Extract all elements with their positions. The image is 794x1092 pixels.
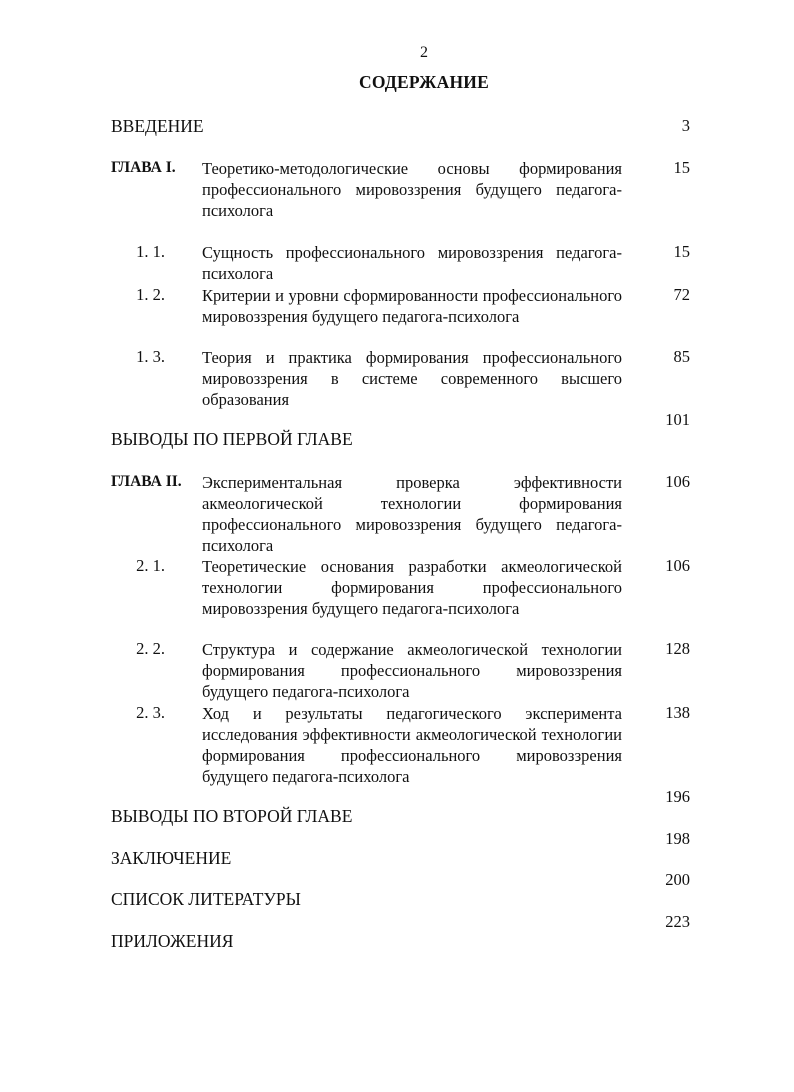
toc-chapter1-page: 15 [673,158,690,177]
toc-chapter2-title[interactable]: Экспериментальная проверка эффективности акмеологической технологии формирования профессионального мировоззрения будущего педагога-психолога [202,473,622,555]
toc-conclusions1-label[interactable]: ВЫВОДЫ ПО ПЕРВОЙ ГЛАВЕ [111,429,353,449]
toc-chapter2-page: 106 [665,472,690,491]
toc-references-label[interactable]: СПИСОК ЛИТЕРАТУРЫ [111,889,301,909]
toc-section-page: 138 [665,703,690,722]
toc-section-number: 2. 2. [136,639,165,658]
toc-section-title[interactable]: Теоретические основания разработки акмеологической технологии формирования профессионального мировоззрения будущего педагога-психолога [202,557,622,618]
toc-appendices-page: 223 [665,912,690,931]
toc-conclusions2-label[interactable]: ВЫВОДЫ ПО ВТОРОЙ ГЛАВЕ [111,806,353,826]
toc-chapter1-title[interactable]: Теоретико-методологические основы формирования профессионального мировоззрения будущего педагога-психолога [202,159,622,220]
toc-section-number: 2. 1. [136,556,165,575]
toc-section-page: 72 [673,285,690,304]
toc-chapter1-label: ГЛАВА I. [111,159,176,176]
toc-conclusions1-page: 101 [665,410,690,429]
toc-section-page: 85 [673,347,690,366]
toc-section-page: 106 [665,556,690,575]
toc-conclusion-label[interactable]: ЗАКЛЮЧЕНИЕ [111,848,232,868]
toc-section-page: 128 [665,639,690,658]
toc-appendices-label[interactable]: ПРИЛОЖЕНИЯ [111,931,234,951]
page-number: 2 [420,44,428,61]
toc-section-title[interactable]: Теория и практика формирования профессионального мировоззрения в системе современного высшего образования [202,348,622,409]
toc-section-number: 1. 2. [136,285,165,304]
toc-section-number: 2. 3. [136,703,165,722]
toc-section-number: 1. 3. [136,347,165,366]
toc-conclusions2-page: 196 [665,787,690,806]
toc-references-page: 200 [665,870,690,889]
toc-section-title[interactable]: Критерии и уровни сформированности профессионального мировоззрения будущего педагога-психолога [202,286,622,326]
toc-intro-page: 3 [681,116,690,135]
toc-section-title[interactable]: Структура и содержание акмеологической технологии формирования профессионального мировоззрения будущего педагога-психолога [202,640,622,701]
toc-chapter2-label: ГЛАВА II. [111,473,182,490]
page-title: СОДЕРЖАНИЕ [358,72,489,92]
toc-conclusion-page: 198 [665,829,690,848]
toc-section-number: 1. 1. [136,242,165,261]
toc-intro-label[interactable]: ВВЕДЕНИЕ [111,116,204,136]
toc-section-title[interactable]: Ход и результаты педагогического эксперимента исследования эффективности акмеологической технологии формирования профессионального мировоззрения будущего педагога-психолога [202,704,622,786]
toc-section-page: 15 [673,242,690,261]
toc-section-title[interactable]: Сущность профессионального мировоззрения педагога-психолога [202,243,622,283]
